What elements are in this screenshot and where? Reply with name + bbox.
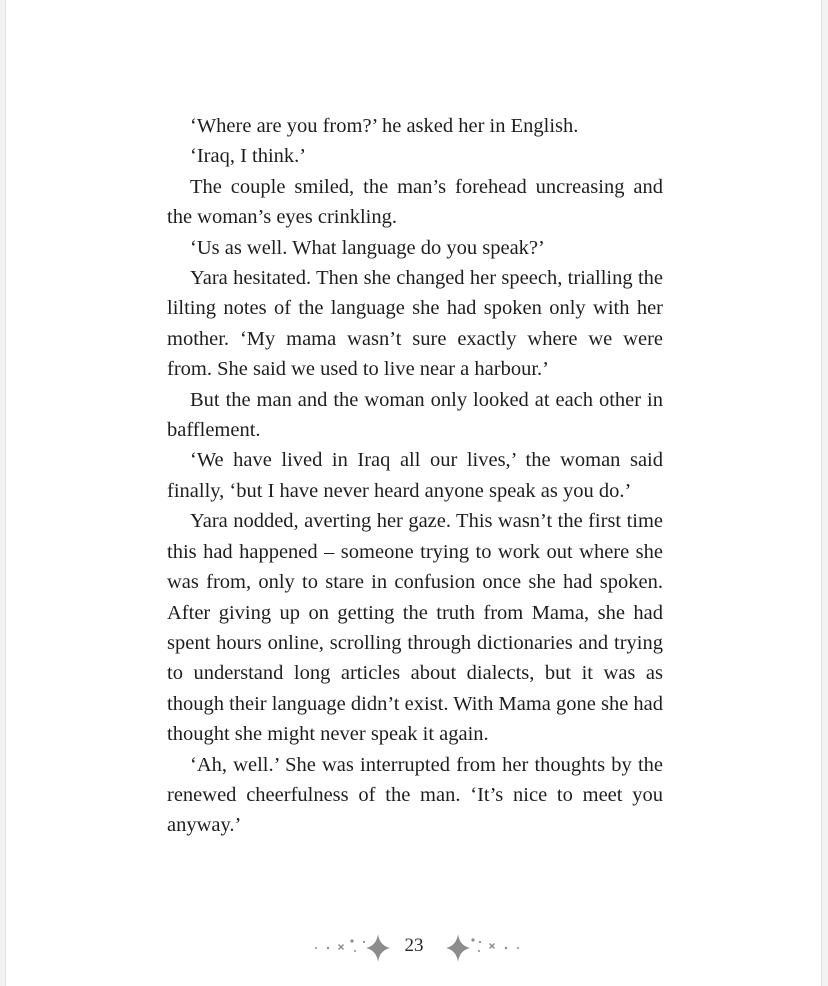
paragraph: ‘Where are you from?’ he asked her in English. xyxy=(190,115,579,137)
sparkle-star-icon xyxy=(306,930,390,964)
book-page xyxy=(5,0,822,986)
paragraph: But the man and the woman only looked at each other in bafflement. xyxy=(167,388,663,442)
body-text xyxy=(167,111,663,841)
sparkle-star-icon xyxy=(444,930,528,964)
paragraph: ‘Us as well. What language do you speak?’ xyxy=(190,236,545,259)
paragraph: ‘Ah, well.’ She was interrupted from her thoughts by the renewed cheerfulness of the man. ‘It’s nice to meet you anyway.’ xyxy=(167,753,663,837)
paragraph: Yara hesitated. Then she changed her speech, trialling the lilting notes of the language she had spoken only with her mother. ‘My mama wasn’t sure exactly where we were from. She said we used to live near a harbour.’ xyxy=(167,267,663,381)
paragraph: ‘Iraq, I think.’ xyxy=(190,145,307,168)
paragraph: ‘We have lived in Iraq all our lives,’ the woman said finally, ‘but I have never heard anyone speak as you do.’ xyxy=(167,449,663,502)
paragraph: The couple smiled, the man’s forehead uncreasing and the woman’s eyes crinkling. xyxy=(167,175,663,229)
page-number: 23 xyxy=(404,935,424,956)
page-footer xyxy=(6,930,821,964)
paragraph: Yara nodded, averting her gaze. This wasn’t the first time this had happened – someone trying to work out where she was from, only to stare in confusion once she had spoken. After giving up on getting the truth from Mama, she had spent hours online, scrolling through dictionaries and trying to understand long articles about dialects, but it was as though their language didn’t exist. With Mama gone she had thought she might never speak it again. xyxy=(167,510,664,746)
